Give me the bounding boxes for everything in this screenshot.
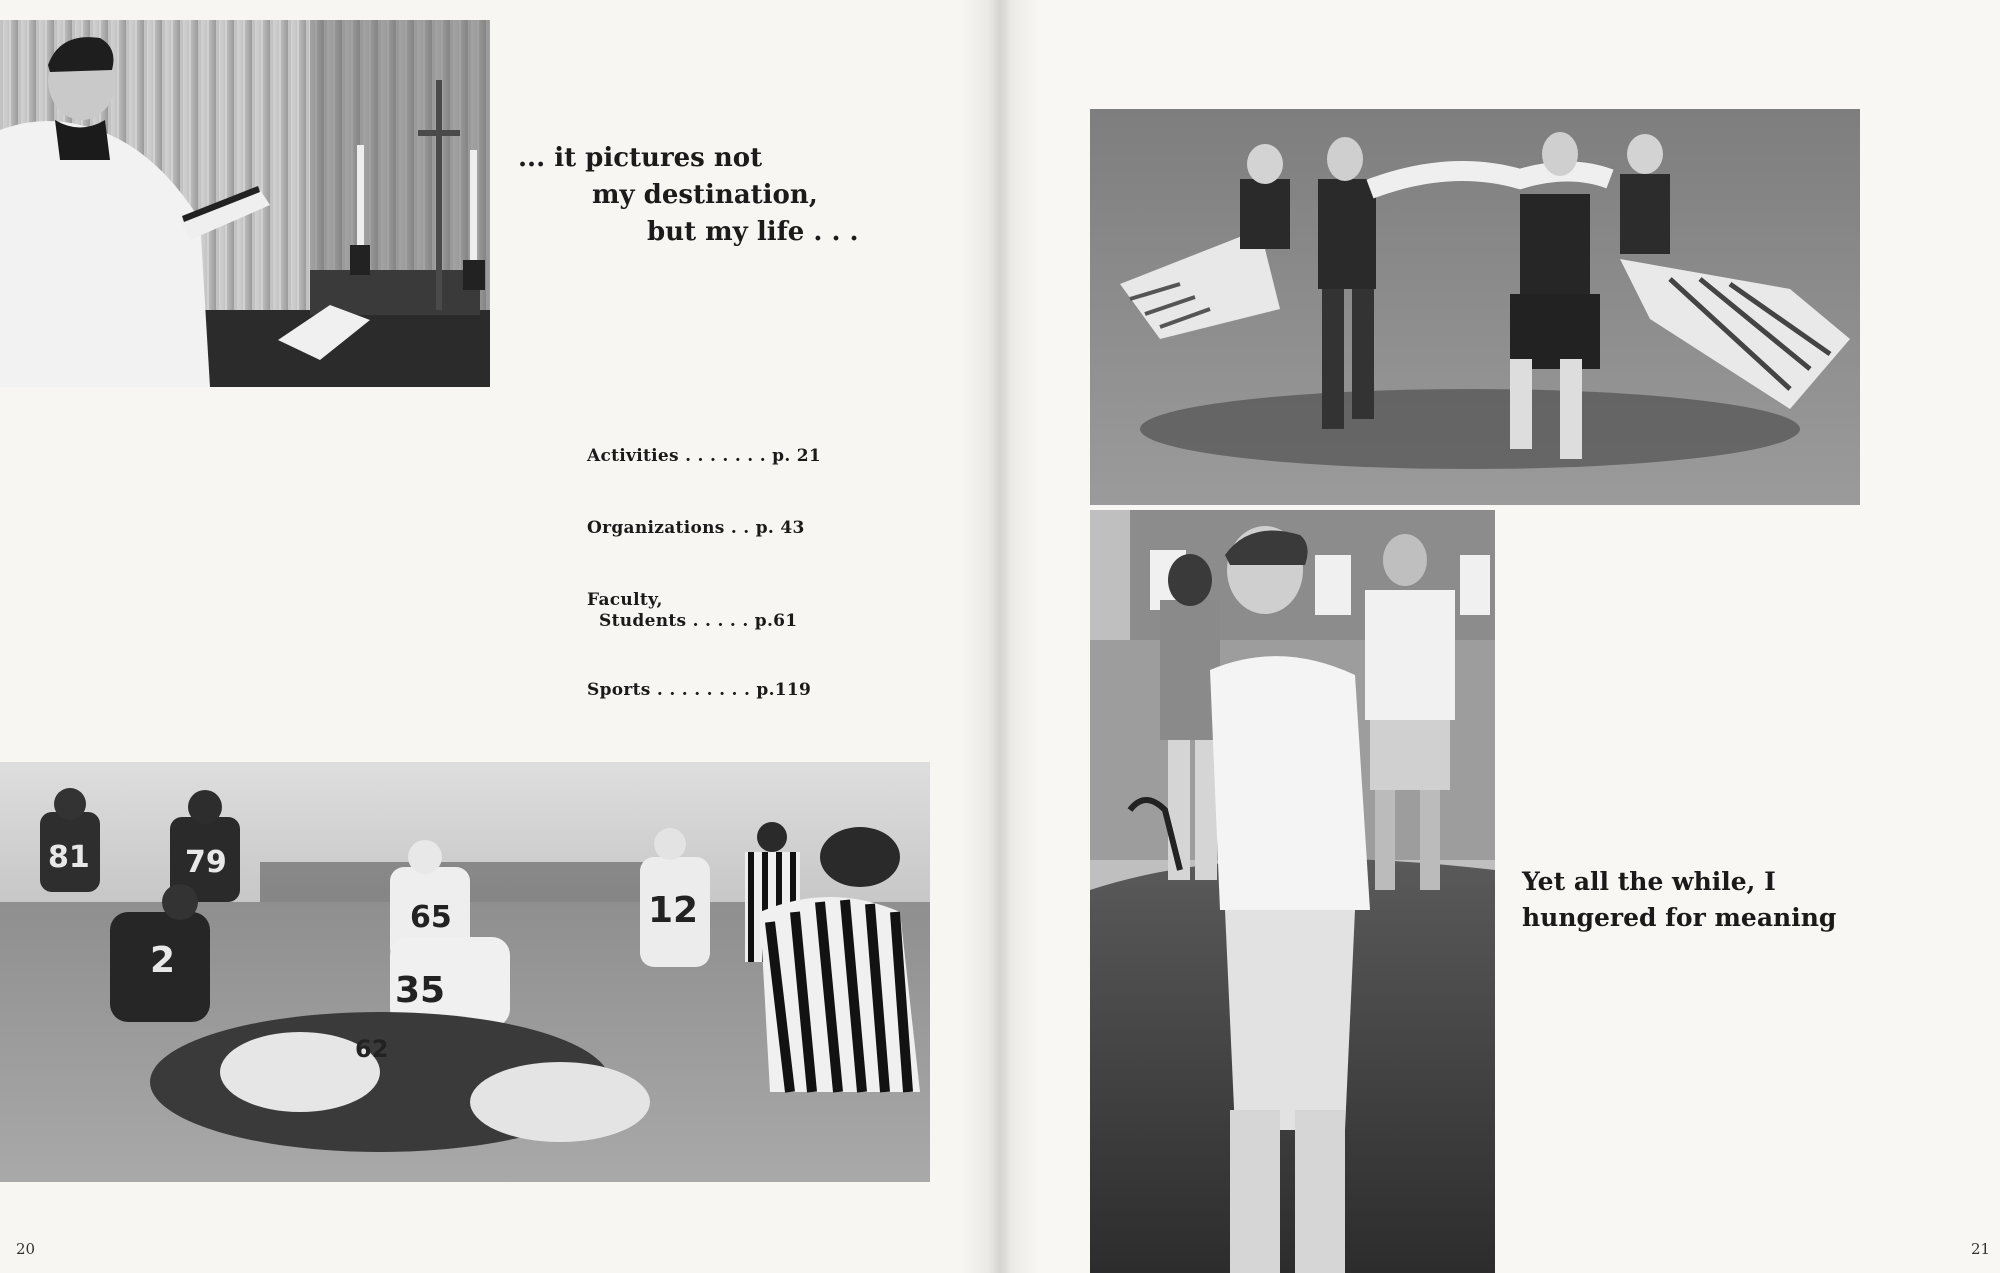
headline-line-3: but my life . . . xyxy=(647,217,859,247)
toc-entry-activities[interactable] xyxy=(587,446,821,466)
left-page xyxy=(0,0,995,1273)
jersey-number: 79 xyxy=(185,845,227,880)
toc-entry-organizations[interactable] xyxy=(587,518,805,538)
caption-line-2: hungered for meaning xyxy=(1522,903,1837,932)
page-number-right: 21 xyxy=(1971,1240,1991,1258)
right-page xyxy=(995,0,2000,1273)
jersey-number: 35 xyxy=(395,970,446,1011)
toc-entry-faculty-students[interactable] xyxy=(587,590,797,632)
caption-line-1: Yet all the while, I xyxy=(1522,867,1776,896)
football-game-photo xyxy=(0,762,930,1182)
students-by-water-photo xyxy=(1090,510,1495,1273)
jersey-number: 65 xyxy=(410,900,452,935)
toc-entry-label: Activities . . . . . . . p. 21 xyxy=(587,446,822,466)
toc-entry-label: Faculty, xyxy=(587,590,663,610)
caption xyxy=(1522,864,1836,936)
toc-entry-label: Sports . . . . . . . . p.119 xyxy=(587,680,812,700)
minister-reading-photo xyxy=(0,20,490,387)
headline-line-2: my destination, xyxy=(592,180,818,210)
jersey-number: 62 xyxy=(355,1035,389,1063)
jersey-number: 12 xyxy=(648,890,699,931)
toc-entry-label: Organizations . . p. 43 xyxy=(587,518,805,538)
page-number-left: 20 xyxy=(16,1240,36,1258)
headline xyxy=(510,140,859,251)
toc-entry-sub-label: Students . . . . . p.61 xyxy=(599,611,798,631)
headline-line-1: ... it pictures not xyxy=(518,143,763,173)
jersey-number: 2 xyxy=(150,940,176,981)
jersey-number: 81 xyxy=(48,840,90,875)
toc-entry-sports[interactable] xyxy=(587,680,811,700)
folk-dancers-photo xyxy=(1090,109,1860,505)
